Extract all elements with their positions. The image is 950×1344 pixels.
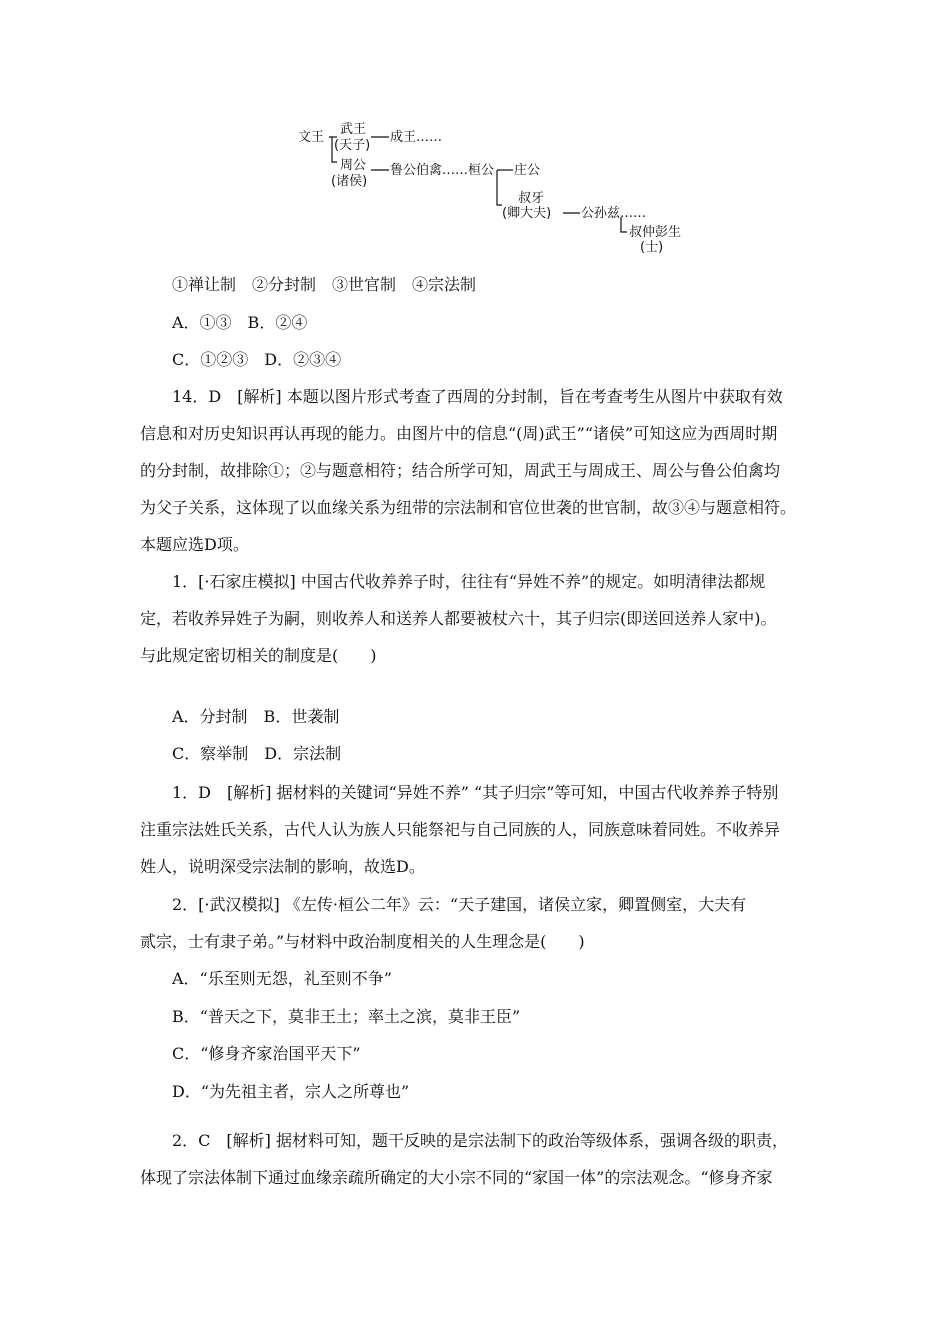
q2-analysis-line: 体现了宗法体制下通过血缘亲疏所确定的大小宗不同的“家国一体”的宗法观念。“修身齐家 [140,1168,773,1187]
node-zhuanggong: 庄公 [514,163,541,178]
q14-choice-ab: A．①③ B．②④ [172,313,308,332]
q2-choice-c: C．“修身齐家治国平天下” [172,1044,361,1063]
node-zhougong: 周公 [340,158,367,173]
q1-choice-cd: C．察举制 D．宗法制 [172,744,342,763]
q14-analysis-line: 的分封制，故排除①；②与题意相符；结合所学可知，周武王与周成王、周公与鲁公伯禽均 [140,461,781,480]
bracket-huangong [497,170,502,205]
q1-choice-ab: A．分封制 B．世袭制 [172,707,340,726]
node-wenwang: 文王 [298,130,325,145]
q14-analysis-line: 本题应选D项。 [140,535,249,554]
q1-analysis-line: 1．D [解析] 据材料的关键词“异姓不养” “其子归宗”等可知，中国古代收养养子特别 [172,783,779,802]
node-shi: (士) [640,240,664,255]
node-chengwang: 成王…… [390,130,443,145]
q2-stem-line: 贰宗，士有隶子弟。”与材料中政治制度相关的人生理念是( ) [140,932,585,951]
q2-choice-d: D．“为先祖主者，宗人之所尊也” [172,1082,410,1101]
q1-stem-line: 定，若收养异姓子为嗣，则收养人和送养人都要被杖六十，其子归宗(即送回送养人家中)。 [140,609,777,628]
q2-analysis-line: 2．C [解析] 据材料可知，题干反映的是宗法制下的政治等级体系，强调各级的职责， [172,1131,788,1150]
q14-analysis-line: 14．D [解析] 本题以图片形式考查了西周的分封制，旨在考查考生从图片中获取有效 [172,387,783,406]
node-qingdafu: (卿大夫) [502,206,552,221]
node-gongsunzi: 公孙兹…… [581,206,647,221]
lineage-diagram [0,0,950,270]
node-tianzi: (天子) [334,138,371,153]
q1-stem-line: 1．[·石家庄模拟] 中国古代收养养子时，往往有“异姓不养”的规定。如明清律法都规 [172,572,766,591]
q2-choice-b: B．“普天之下，莫非王土；率土之滨，莫非王臣” [172,1007,521,1026]
q1-stem-line: 与此规定密切相关的制度是( ) [140,646,377,665]
q14-analysis-line: 为父子关系，这体现了以血缘关系为纽带的宗法制和官位世袭的世官制，故③④与题意相符。 [140,498,797,517]
q2-stem-line: 2．[·武汉模拟] 《左传·桓公二年》云：“天子建国，诸侯立家，卿置侧室，大夫有 [172,895,747,914]
node-wuwang: 武王 [340,122,367,137]
node-lugong: 鲁公伯禽……桓公 [390,163,495,178]
q14-choice-cd: C．①②③ D．②③④ [172,350,342,369]
q1-analysis-line: 注重宗法姓氏关系，古代人认为族人只能祭祀与自己同族的人，同族意味着同姓。不收养异 [140,820,781,839]
node-shuzhong: 叔仲彭生 [629,225,682,240]
q14-options-list: ①禅让制 ②分封制 ③世官制 ④宗法制 [172,275,477,294]
node-shuya: 叔牙 [518,191,545,206]
q1-analysis-line: 姓人，说明深受宗法制的影响，故选D。 [140,857,425,876]
node-zhuhou: (诸侯) [331,174,368,189]
q2-choice-a: A．“乐至则无怨，礼至则不争” [172,969,392,988]
q14-analysis-line: 信息和对历史知识再认再现的能力。由图片中的信息“(周)武王”“诸侯”可知这应为西周时期 [140,424,778,443]
